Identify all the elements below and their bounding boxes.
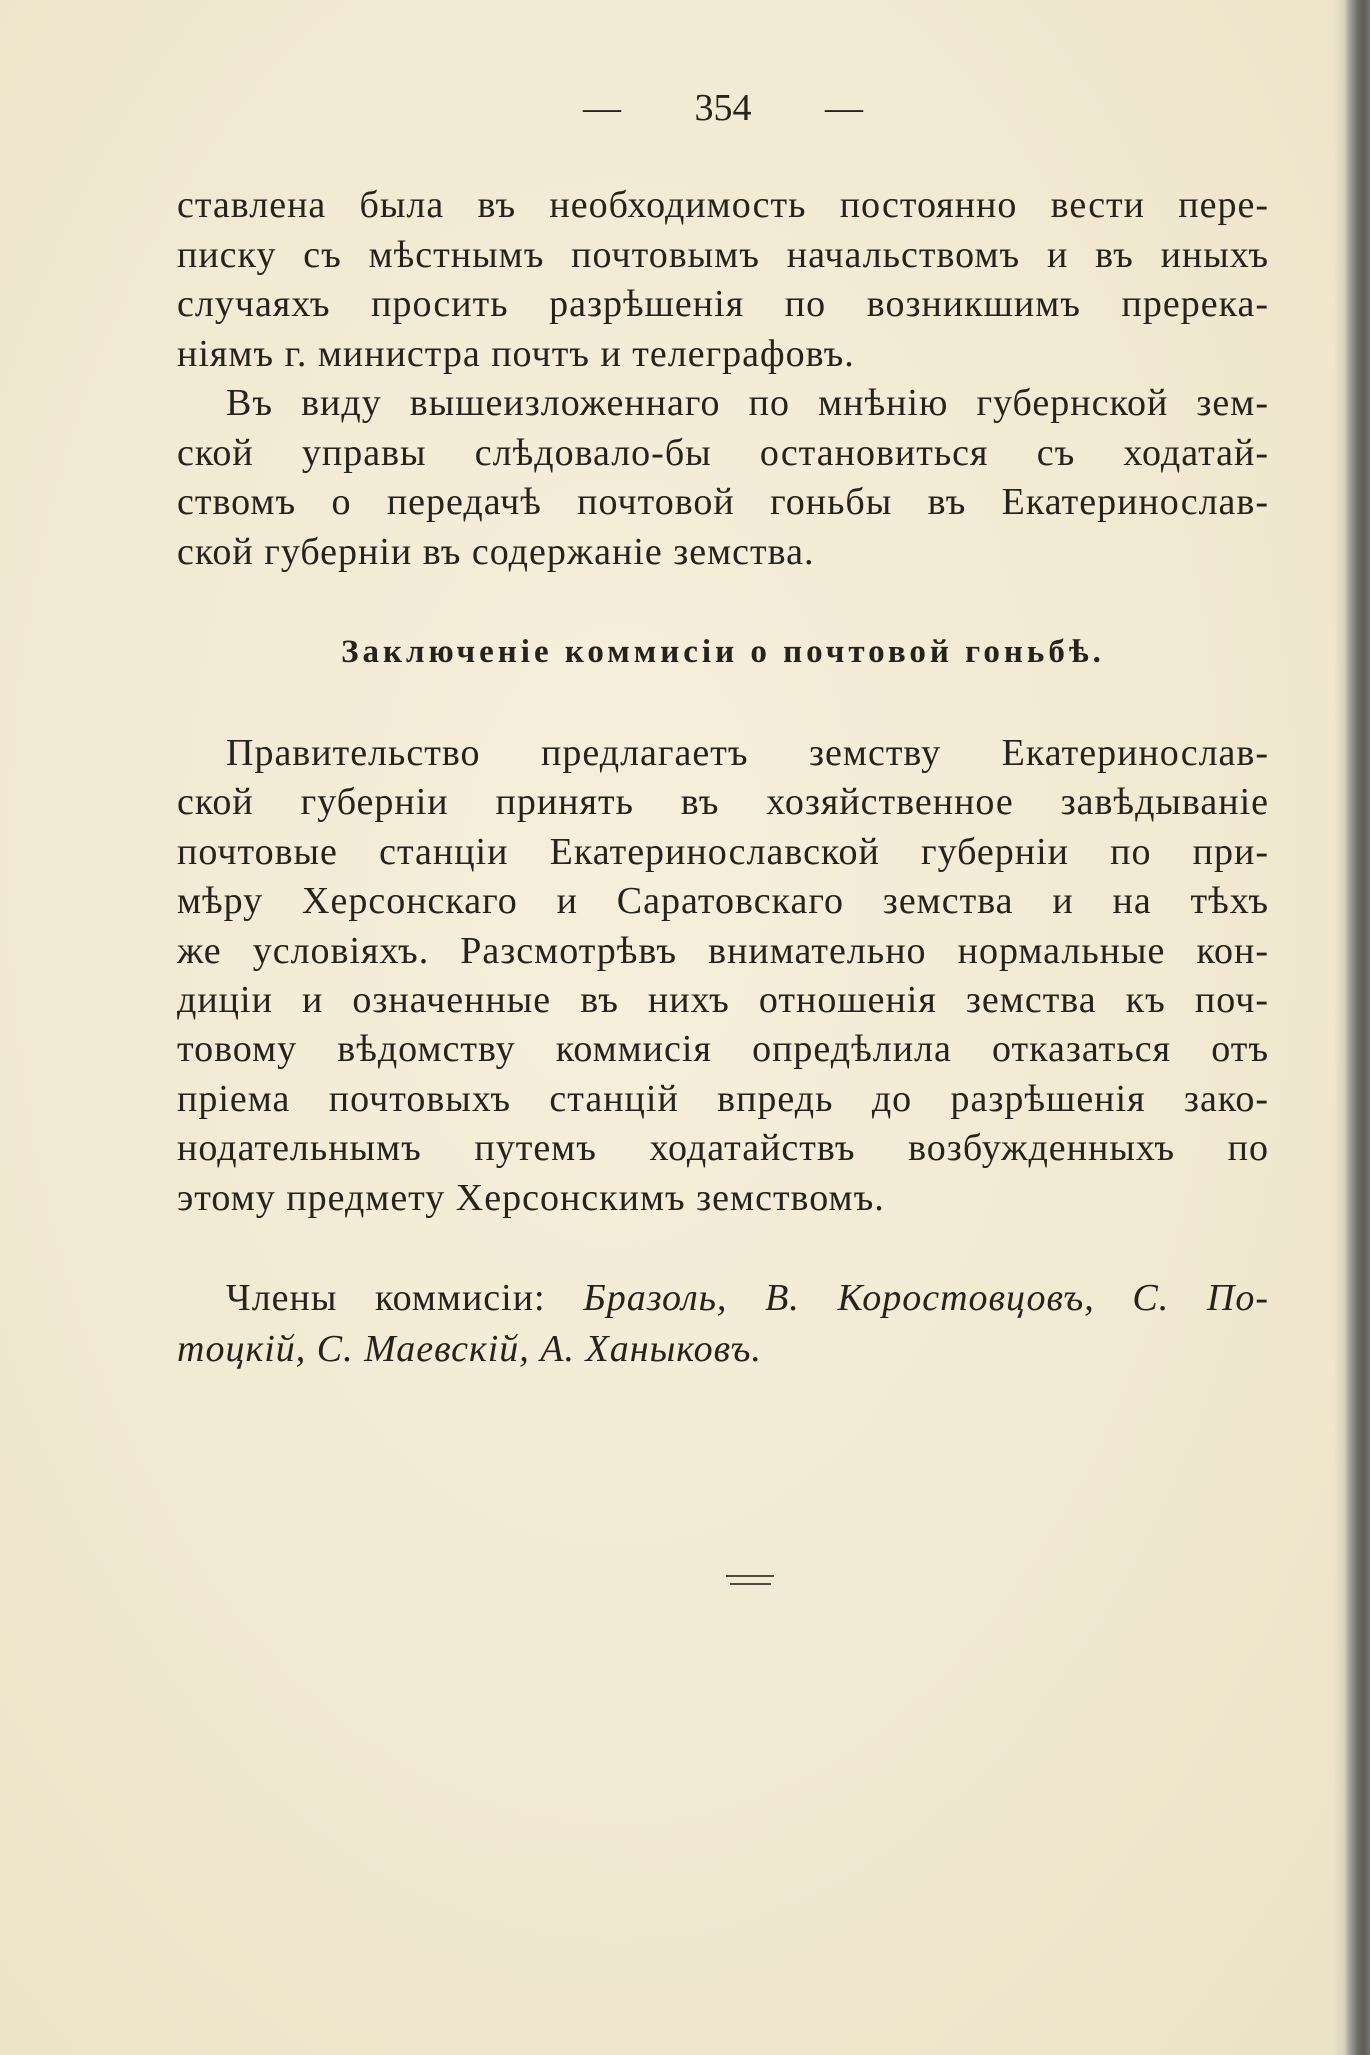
paragraph [177, 729, 1269, 1223]
text-line: ставлена была въ необходимость постоянно вести пере- [177, 184, 1269, 226]
page-number: — 354 — [583, 87, 863, 129]
text-line: мѣру Херсонскаго и Саратовскаго земства и на тѣхъ [177, 880, 1269, 923]
text-line: случаяхъ просить разрѣшенія по возникшимъ пререка- [177, 283, 1269, 325]
text-line: Въ виду вышеизложеннаго по мнѣнію губернской зем- [226, 382, 1269, 424]
text-line: Правительство предлагаетъ земству Екатеринослав- [226, 732, 1269, 774]
paragraph [177, 181, 1269, 379]
text-line: ской управы слѣдовало-бы остановиться съ ходатай- [177, 431, 1269, 474]
member-names: тоцкій, С. Маевскій, А. Ханыковъ. [177, 1328, 762, 1370]
text-line [177, 1324, 1269, 1375]
page-edge-shadow [1334, 0, 1370, 2055]
text-block-middle [177, 729, 1269, 1223]
text-line [177, 1273, 1269, 1324]
paragraph [177, 379, 1269, 577]
member-names: Бразоль, В. Коростовцовъ, С. По- [583, 1277, 1269, 1319]
text-line: товому вѣдомству коммисія опредѣлила отказаться отъ [177, 1028, 1269, 1071]
text-line: пріема почтовыхъ станцій впредь до разрѣшенія зако- [177, 1077, 1269, 1120]
members-label: Члены коммисіи: [226, 1277, 584, 1319]
text-line: нодательнымъ путемъ ходатайствъ возбужденныхъ по [177, 1127, 1269, 1170]
text-line: диціи и означенные въ нихъ отношенія земства къ поч- [177, 978, 1269, 1021]
text-line: ніямъ г. министра почтъ и телеграфовъ. [177, 332, 855, 375]
text-line: почтовые станціи Екатеринославской губерніи по при- [177, 830, 1269, 873]
commission-members [177, 1273, 1269, 1375]
text-line: ской губерніи принять въ хозяйственное завѣдываніе [177, 781, 1269, 824]
section-heading: Заключеніе коммисіи о почтовой гоньбѣ. [341, 634, 1105, 670]
end-rule [726, 1575, 774, 1577]
text-line: ствомъ о передачѣ почтовой гоньбы въ Екатеринослав- [177, 481, 1269, 523]
text-line: же условіяхъ. Разсмотрѣвъ внимательно нормальные кон- [177, 929, 1269, 972]
text-block-upper [177, 181, 1269, 577]
text-line: ской губерніи въ содержаніе земства. [177, 530, 815, 573]
text-line: писку съ мѣстнымъ почтовымъ начальствомъ и въ иныхъ [177, 233, 1269, 276]
end-rule [730, 1583, 771, 1585]
text-line: этому предмету Херсонскимъ земствомъ. [177, 1176, 885, 1219]
